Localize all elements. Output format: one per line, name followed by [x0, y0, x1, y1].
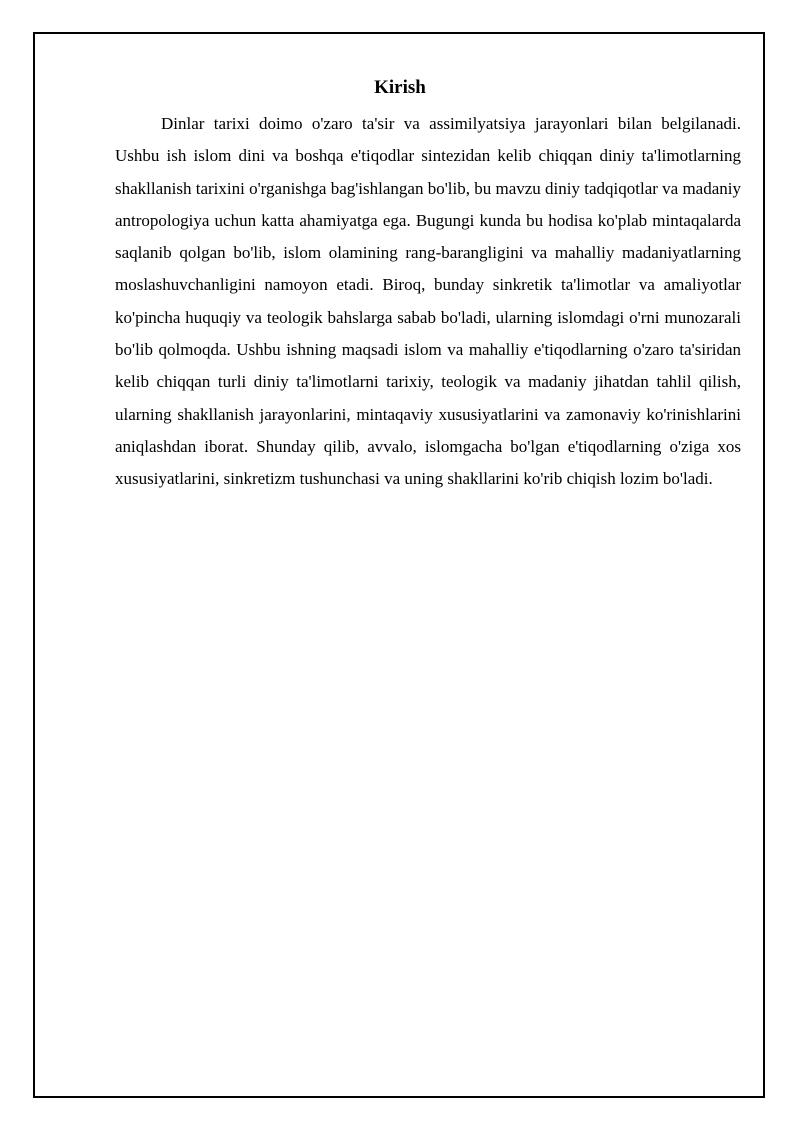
page-title: Kirish — [374, 77, 426, 98]
intro-paragraph: Dinlar tarixi doimo o'zaro ta'sir va assimilyatsiya jarayonlari bilan belgilanadi. Ushbu ish islom dini va boshqa e'tiqodlar sintezidan kelib chiqqan diniy ta'limotlarning shakllanish tarixini o'rganishga bag'ishlangan bo'lib, bu mavzu diniy tadqiqotlar va madaniy antropologiya uchun katta ahamiyatga ega. Bugungi kunda bu hodisa ko'plab mintaqalarda saqlanib qolgan bo'lib, islom olamining rang-barangligini va mahalliy madaniyatlarning moslashuvchanligini namoyon etadi. Biroq, bunday sinkretik ta'limotlar va amaliyotlar ko'pincha huquqiy va teologik bahslarga sabab bo'ladi, ularning islomdagi o'rni munozarali bo'lib qolmoqda. Ushbu ishning maqsadi islom va mahalliy e'tiqodlarning o'zaro ta'siridan kelib chiqqan turli diniy ta'limotlarni tarixiy, teologik va madaniy jihatdan tahlil qilish, ularning shakllanish jarayonlarini, mintaqaviy xususiyatlarini va zamonaviy ko'rinishlarini aniqlashdan iborat. Shunday qilib, avvalo, islomgacha bo'lgan e'tiqodlarning o'ziga xos xususiyatlarini, sinkretizm tushunchasi va uning shakllarini ko'rib chiqish lozim bo'ladi. — [115, 114, 741, 489]
